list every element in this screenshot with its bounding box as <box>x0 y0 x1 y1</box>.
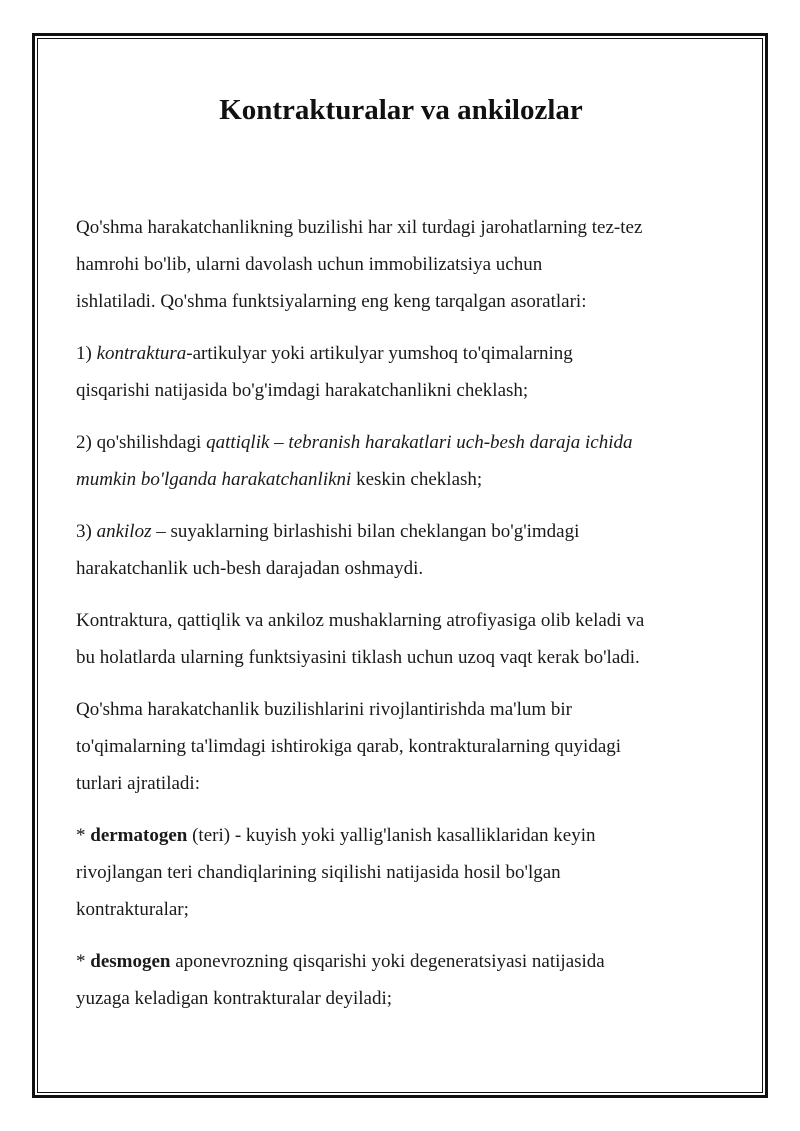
list-number: 3) <box>76 521 97 542</box>
document-body <box>76 90 726 1032</box>
term-bold: desmogen <box>90 951 171 972</box>
text-line <box>76 513 726 550</box>
list-item-qattiqlik <box>76 424 726 498</box>
text-line: bu holatlarda ularning funktsiyasini tiklash uchun uzoq vaqt kerak bo'ladi. <box>76 647 640 668</box>
paragraph-turlari <box>76 691 726 802</box>
text-line: turlari ajratiladi: <box>76 773 200 794</box>
list-number: 2) qo'shilishdagi <box>76 432 207 453</box>
text-line: qisqarishi natijasida bo'g'imdagi harakatchanlikni cheklash; <box>76 380 529 401</box>
text-run: keskin cheklash; <box>351 469 483 490</box>
text-run: -artikulyar yoki artikulyar yumshoq to'qimalarning <box>186 343 573 364</box>
term-italic: qattiqlik – tebranish harakatlari uch-besh daraja ichida <box>206 432 633 453</box>
text-line <box>76 424 726 461</box>
term-italic: kontraktura <box>96 343 187 364</box>
paragraph-intro <box>76 209 726 320</box>
text-line: ishlatiladi. Qo'shma funktsiyalarning eng keng tarqalgan asoratlari: <box>76 291 587 312</box>
paragraph-atrofiya <box>76 602 726 676</box>
text-line: Qo'shma harakatchanlik buzilishlarini rivojlantirishda ma'lum bir <box>76 699 572 720</box>
list-item-kontraktura <box>76 335 726 409</box>
text-run: (teri) - kuyish yoki yallig'lanish kasalliklaridan keyin <box>187 825 596 846</box>
text-line: yuzaga keladigan kontrakturalar deyiladi; <box>76 988 393 1009</box>
text-line: harakatchanlik uch-besh darajadan oshmaydi. <box>76 558 424 579</box>
bullet-marker: * <box>76 825 91 846</box>
text-line <box>76 943 726 980</box>
text-line: kontrakturalar; <box>76 899 189 920</box>
bullet-item-dermatogen <box>76 817 726 928</box>
term-italic: ankiloz <box>96 521 152 542</box>
text-line <box>76 335 726 372</box>
text-line: rivojlangan teri chandiqlarining siqilishi natijasida hosil bo'lgan <box>76 862 561 883</box>
term-italic: mumkin bo'lganda harakatchanlikni <box>76 469 352 490</box>
text-run: – suyaklarning birlashishi bilan cheklangan bo'g'imdagi <box>151 521 580 542</box>
text-line: Kontraktura, qattiqlik va ankiloz mushaklarning atrofiyasiga olib keladi va <box>76 610 645 631</box>
text-line <box>76 817 726 854</box>
list-item-ankiloz <box>76 513 726 587</box>
text-line <box>76 461 726 498</box>
text-line: Qo'shma harakatchanlikning buzilishi har xil turdagi jarohatlarning tez-tez <box>76 217 643 238</box>
bullet-item-desmogen <box>76 943 726 1017</box>
text-run: aponevrozning qisqarishi yoki degeneratsiyasi natijasida <box>170 951 605 972</box>
text-line: to'qimalarning ta'limdagi ishtirokiga qarab, kontrakturalarning quyidagi <box>76 736 622 757</box>
term-bold: dermatogen <box>90 825 188 846</box>
document-text <box>76 209 726 1017</box>
list-number: 1) <box>76 343 97 364</box>
bullet-marker: * <box>76 951 91 972</box>
page-title: Kontrakturalar va ankilozlar <box>219 94 583 126</box>
text-line: hamrohi bo'lib, ularni davolash uchun immobilizatsiya uchun <box>76 254 543 275</box>
